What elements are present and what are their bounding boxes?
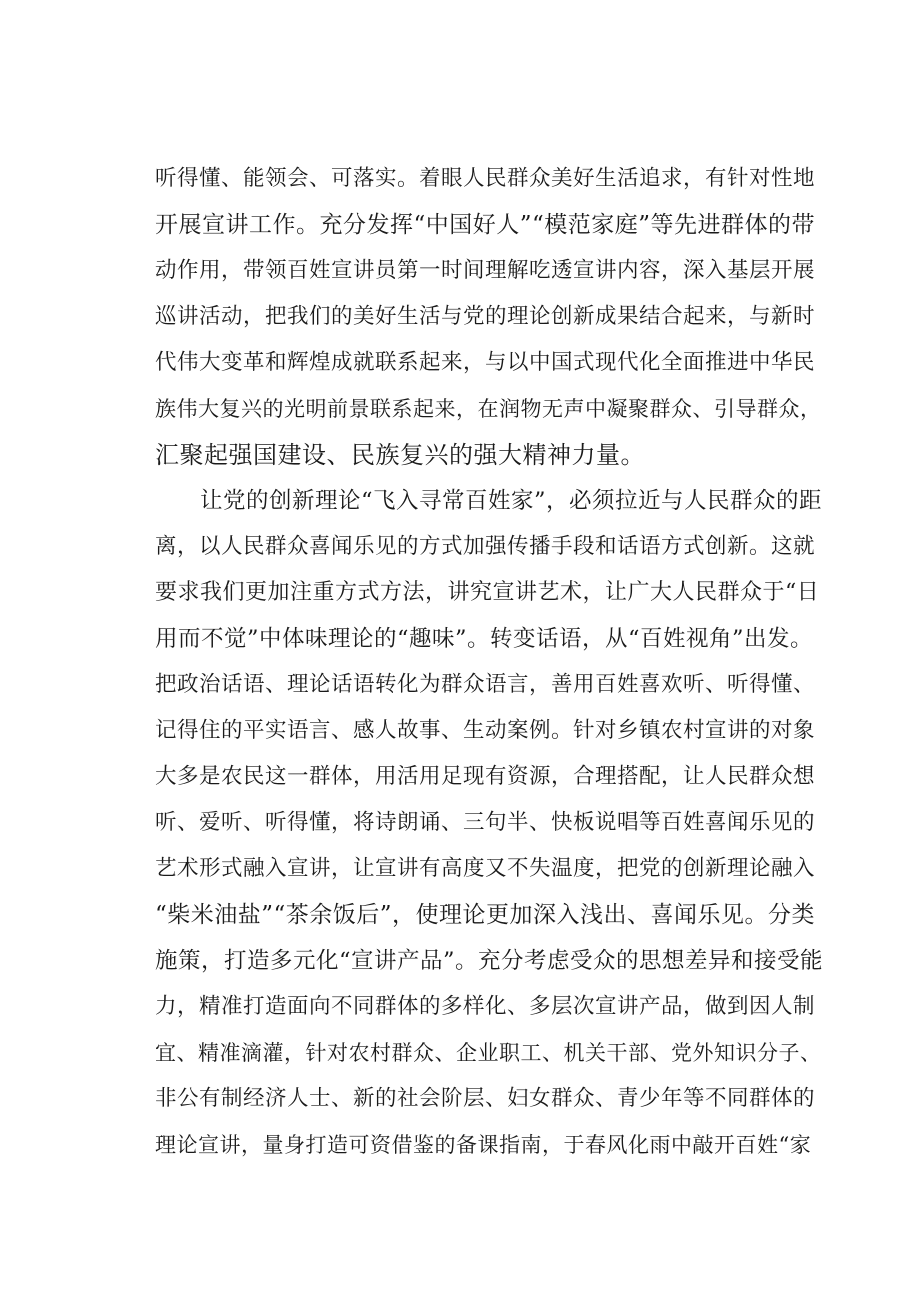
- paragraph-2-line-12: 力，精准打造面向不同群体的多样化、多层次宣讲产品，做到因人制: [155, 994, 816, 1019]
- paragraph-2-line-11: 施策，打造多元化“宣讲产品”。充分考虑受众的思想差异和接受能: [155, 948, 824, 974]
- paragraph-2-line-13: 宜、精准滴灌，针对农村群众、企业职工、机关干部、党外知识分子、: [155, 1041, 822, 1065]
- paragraph-2-line-10: “柴米油盐”“茶余饭后”，使理论更加深入浅出、喜闻乐见。分类: [155, 902, 816, 928]
- paragraph-1-line-7: 汇聚起强国建设、民族复兴的强大精神力量。: [155, 441, 645, 469]
- paragraph-2-line-2: 离，以人民群众喜闻乐见的方式加强传播手段和话语方式创新。这就: [155, 534, 816, 559]
- paragraph-2-line-5: 把政治话语、理论话语转化为群众语言，善用百姓喜欢听、听得懂、: [155, 672, 816, 697]
- paragraph-1-line-6: 族伟大复兴的光明前景联系起来，在润物无声中凝聚群众、引导群众，: [155, 397, 822, 421]
- paragraph-1-line-5: 代伟大变革和辉煌成就联系起来，与以中国式现代化全面推进中华民: [155, 350, 816, 375]
- paragraph-2-line-7: 大多是农民这一群体，用活用足现有资源，合理搭配，让人民群众想: [155, 764, 816, 789]
- paragraph-2-line-15: 理论宣讲，量身打造可资借鉴的备课指南，于春风化雨中敲开百姓“家: [155, 1133, 812, 1157]
- paragraph-1-line-3: 动作用，带领百姓宣讲员第一时间理解吃透宣讲内容，深入基层开展: [155, 258, 816, 283]
- paragraph-2-line-9: 艺术形式融入宣讲，让宣讲有高度又不失温度，把党的创新理论融入: [155, 856, 816, 881]
- paragraph-1-line-2: 开展宣讲工作。充分发挥“中国好人”“模范家庭”等先进群体的带: [155, 212, 816, 238]
- paragraph-1-line-4: 巡讲活动，把我们的美好生活与党的理论创新成果结合起来，与新时: [155, 304, 816, 329]
- paragraph-1-line-1: 听得懂、能领会、可落实。着眼人民群众美好生活追求，有针对性地: [155, 166, 816, 191]
- paragraph-2-line-3: 要求我们更加注重方式方法，讲究宣讲艺术，让广大人民群众于“日: [155, 580, 820, 605]
- paragraph-2-line-14: 非公有制经济人士、新的社会阶层、妇女群众、青少年等不同群体的: [155, 1086, 816, 1111]
- paragraph-2-line-8: 听、爱听、听得懂，将诗朗诵、三句半、快板说唱等百姓喜闻乐见的: [155, 810, 816, 835]
- paragraph-2-line-4: 用而不觉”中体味理论的“趣味”。转变话语，从“百姓视角”出发。: [155, 626, 814, 652]
- paragraph-2-line-1: 让党的创新理论“飞入寻常百姓家”，必须拉近与人民群众的距: [200, 488, 823, 514]
- paragraph-2-line-6: 记得住的平实语言、感人故事、生动案例。针对乡镇农村宣讲的对象: [155, 718, 816, 743]
